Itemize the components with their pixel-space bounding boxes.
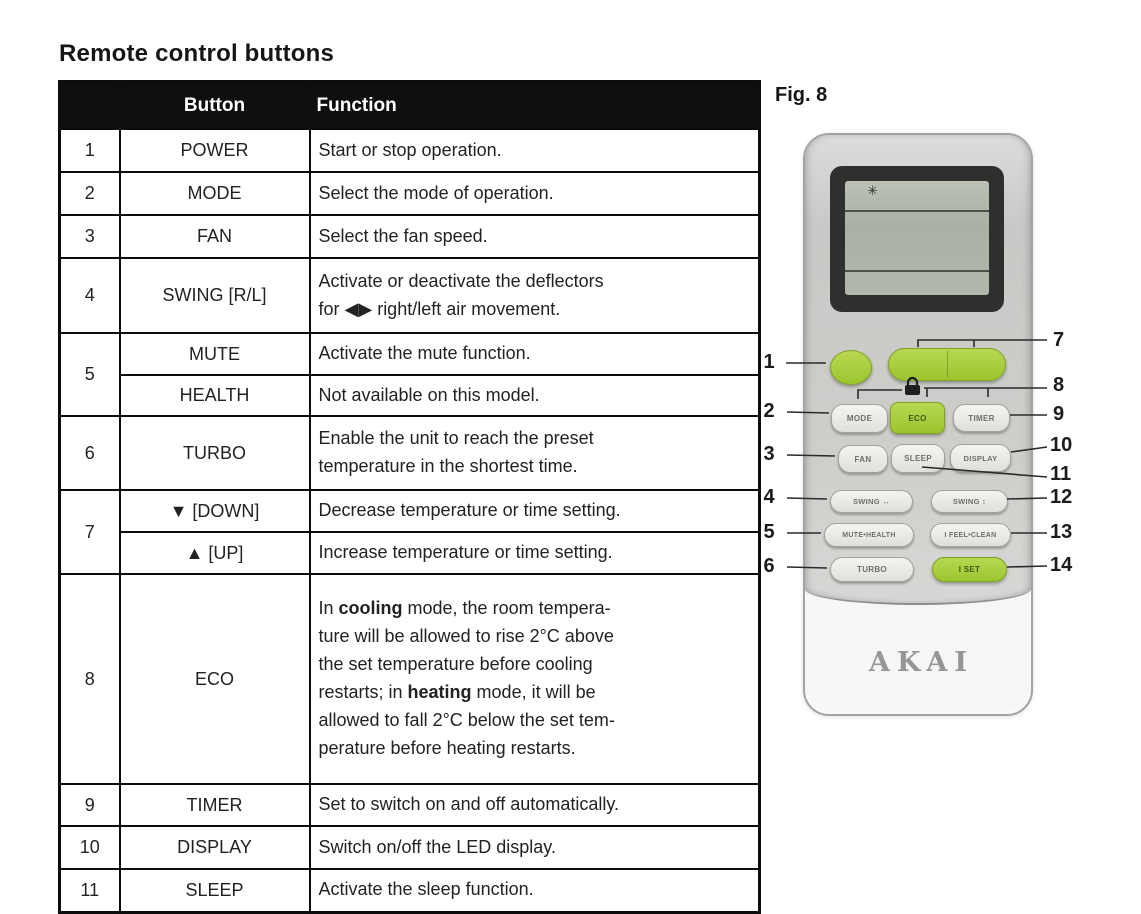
row-number: 5: [60, 333, 120, 416]
row-number: 4: [60, 258, 120, 333]
button-name-cell: POWER: [120, 129, 310, 172]
callout-13: 13: [1050, 521, 1073, 543]
function-cell: Select the fan speed.: [310, 215, 760, 258]
figure-remote: [803, 133, 1033, 716]
callout-10: 10: [1050, 434, 1073, 456]
lcd-screen: [845, 181, 989, 295]
header-number: [60, 82, 120, 130]
header-function: Function: [310, 82, 760, 130]
eco-button: ECO: [890, 402, 945, 434]
row-number: 7: [60, 490, 120, 574]
callout-2: 2: [763, 400, 775, 422]
callout-14: 14: [1050, 554, 1073, 576]
function-cell: Activate the mute function.: [310, 333, 760, 375]
table-row: [60, 490, 760, 532]
button-name-cell: DISPLAY: [120, 826, 310, 869]
button-name-cell: MUTE: [120, 333, 310, 375]
callout-5: 5: [763, 521, 775, 543]
temp-updown-button: [888, 348, 1006, 381]
row-number: 2: [60, 172, 120, 215]
callout-3: 3: [763, 443, 775, 465]
button-name-cell: ECO: [120, 574, 310, 784]
table-body: [60, 129, 760, 912]
table-row: [60, 129, 760, 172]
function-cell: Select the mode of operation.: [310, 172, 760, 215]
i-feel-clean-button: I FEEL•CLEAN: [930, 523, 1011, 547]
function-cell: In cooling mode, the room tempera- ture will be allowed to rise 2°C above the set temperature before cooling restarts; in heating mode, it will be allowed to fall 2°C below the set tem- perature before heating restarts.: [310, 574, 760, 784]
callout-6: 6: [763, 555, 775, 577]
table-row: [60, 784, 760, 826]
fan-button: FAN: [838, 445, 888, 473]
lcd-segment-line: [845, 270, 989, 272]
buttons-table: [58, 80, 761, 914]
table-row: [60, 172, 760, 215]
function-cell: Switch on/off the LED display.: [310, 826, 760, 869]
header-button: Button: [120, 82, 310, 130]
swing-ud-button: SWING ↕: [931, 490, 1008, 513]
lcd-segment-line: [845, 210, 989, 212]
table-row: [60, 826, 760, 869]
timer-button: TIMER: [953, 404, 1010, 432]
function-cell: Enable the unit to reach the preset temperature in the shortest time.: [310, 416, 760, 490]
button-name-cell: TURBO: [120, 416, 310, 490]
callout-11: 11: [1050, 463, 1072, 485]
row-number: 3: [60, 215, 120, 258]
lcd-mode-icon: ✳: [867, 183, 878, 198]
button-name-cell: ▼ [DOWN]: [120, 490, 310, 532]
button-name-cell: SWING [R/L]: [120, 258, 310, 333]
row-number: 1: [60, 129, 120, 172]
callout-1: 1: [763, 351, 775, 373]
function-cell: Decrease temperature or time setting.: [310, 490, 760, 532]
function-cell: Start or stop operation.: [310, 129, 760, 172]
power-button: [830, 350, 872, 385]
sleep-button: SLEEP: [891, 444, 945, 473]
row-number: 8: [60, 574, 120, 784]
table-row: [60, 416, 760, 490]
display-button: DISPLAY: [950, 444, 1011, 472]
table-row: [60, 375, 760, 416]
callout-9: 9: [1053, 403, 1065, 425]
button-name-cell: TIMER: [120, 784, 310, 826]
row-number: 9: [60, 784, 120, 826]
button-name-cell: SLEEP: [120, 869, 310, 912]
i-set-button: I SET: [932, 557, 1007, 582]
function-cell: Not available on this model.: [310, 375, 760, 416]
page-title: Remote control buttons: [59, 40, 335, 67]
callout-4: 4: [763, 486, 775, 508]
table-row: [60, 215, 760, 258]
button-name-cell: ▲ [UP]: [120, 532, 310, 574]
mode-button: MODE: [831, 404, 888, 433]
mute-health-button: MUTE•HEALTH: [824, 523, 914, 547]
callout-8: 8: [1053, 374, 1065, 396]
function-cell: Activate or deactivate the deflectors for ◀▶ right/left air movement.: [310, 258, 760, 333]
callout-12: 12: [1050, 486, 1073, 508]
button-name-cell: HEALTH: [120, 375, 310, 416]
button-divider: [947, 351, 948, 378]
function-cell: Set to switch on and off automatically.: [310, 784, 760, 826]
row-number: 6: [60, 416, 120, 490]
button-name-cell: FAN: [120, 215, 310, 258]
table-row: [60, 333, 760, 375]
table-row: [60, 258, 760, 333]
turbo-button: TURBO: [830, 557, 914, 582]
lcd-display: [830, 166, 1004, 312]
function-cell: Activate the sleep function.: [310, 869, 760, 912]
swing-lr-button: SWING ↔: [830, 490, 913, 513]
table-header-row: [60, 82, 760, 130]
function-cell: Increase temperature or time setting.: [310, 532, 760, 574]
figure-label: Fig. 8: [775, 84, 828, 106]
row-number: 11: [60, 869, 120, 912]
row-number: 10: [60, 826, 120, 869]
callout-7: 7: [1053, 329, 1065, 351]
button-name-cell: MODE: [120, 172, 310, 215]
table-row: [60, 574, 760, 784]
table-row: [60, 532, 760, 574]
akai-logo: AKAI: [869, 647, 974, 678]
table-row: [60, 869, 760, 912]
